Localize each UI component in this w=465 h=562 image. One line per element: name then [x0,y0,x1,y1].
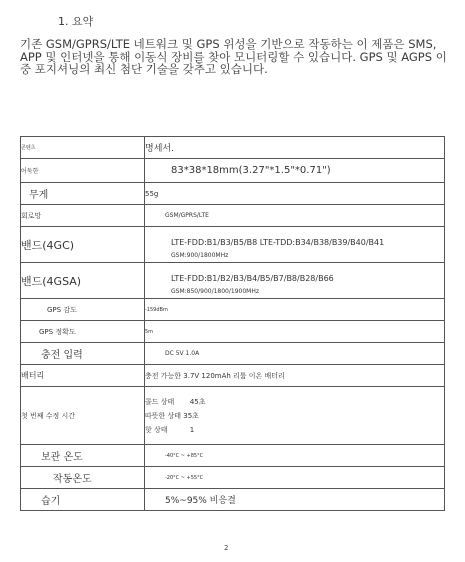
row-label: 어둑한 [21,159,145,183]
table-row [21,263,445,299]
table-row [21,227,445,263]
table-row [21,445,445,467]
band-gsm-value: GSM:850/900/1800/1900MHz [171,288,260,295]
table-row [21,343,445,365]
table-row [21,321,445,343]
table-row [21,365,445,387]
row-label: 작동온도 [21,467,145,489]
intro-paragraph: 기존 GSM/GPRS/LTE 네트워크 및 GPS 위성을 기반으로 작동하는 이 제품은 SMS, APP 및 인터넷을 통해 이동식 장비를 찾아 모니터링할 수 있습니다. GPS 및 AGPS 이중 포지셔닝의 최신 첨단 기술을 갖추고 있습니다. [20,37,447,76]
row-value [145,263,445,299]
row-value: 충전 가능한 3.7V 120mAh 리튬 이온 배터리 [145,365,445,387]
page-number: 2 [224,544,229,552]
row-value: GSM/GPRS/LTE [145,205,445,227]
row-value: DC 5V 1.0A [145,343,445,365]
section-heading: 1. 요약 [58,15,94,28]
row-value [145,227,445,263]
row-value [145,387,445,445]
band-gsm-value: GSM:900/1800MHz [171,252,229,259]
row-label: 밴드(4GC) [21,227,145,263]
table-row [21,205,445,227]
hot-state-line: 핫 상태 1 [145,425,195,434]
warm-state-line: 따뜻한 상태 35초 [145,411,199,420]
cold-state-line: 콜드 상태 45초 [145,397,206,406]
row-label: 밴드(4GSA) [21,263,145,299]
table-row [21,387,445,445]
row-label: GPS 정확도 [21,321,145,343]
table-row [21,299,445,321]
spec-table [20,136,445,511]
row-label: 습기 [21,489,145,511]
row-label: 배터리 [21,365,145,387]
row-value: -40°C ~ +85°C [145,445,445,467]
row-value: 5m [145,321,445,343]
table-row [21,137,445,159]
table-row [21,159,445,183]
row-value: 83*38*18mm(3.27"*1.5"*0.71") [145,159,445,183]
row-value: 명세서. [145,137,445,159]
table-row [21,183,445,205]
row-value: 55g [145,183,445,205]
row-label: 회로망 [21,205,145,227]
row-label: 첫 번째 수정 시간 [21,387,145,445]
table-row [21,489,445,511]
row-value: -20°C ~ +55°C [145,467,445,489]
row-label: 콘텐츠 [21,137,145,159]
row-label: 보관 온도 [21,445,145,467]
band-lte-value: LTE-FDD:B1/B3/B5/B8 LTE-TDD:B34/B38/B39/B40/B41 [171,238,385,247]
row-label: GPS 감도 [21,299,145,321]
band-lte-value: LTE-FDD:B1/B2/B3/B4/B5/B7/B8/B28/B66 [171,274,334,283]
row-label: 무게 [21,183,145,205]
row-value: -159dBm [145,299,445,321]
row-label: 충전 입력 [21,343,145,365]
table-row [21,467,445,489]
row-value: 5%~95% 비응결 [145,489,445,511]
